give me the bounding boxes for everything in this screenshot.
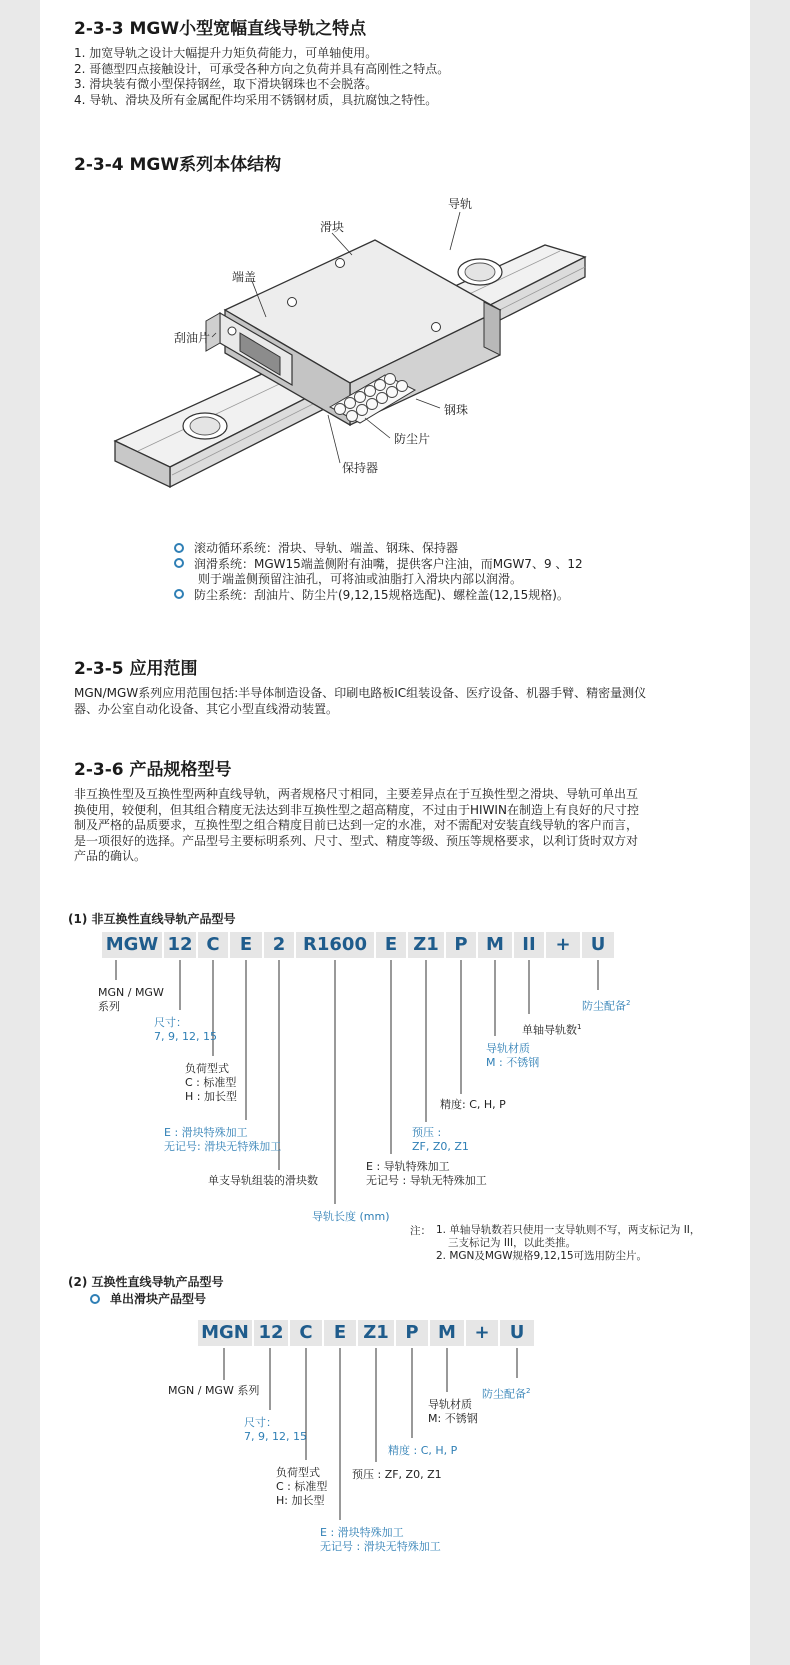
circle-bullet-icon <box>174 543 184 553</box>
code2-heading: (2) 互换性直线导轨产品型号 <box>68 1275 224 1289</box>
series-label: MGN / MGW 系列 <box>168 1384 260 1397</box>
code-segment: M <box>430 1320 464 1346</box>
code-segment: Z1 <box>408 932 444 958</box>
rail-material-label: 导轨材质 M : 不锈钢 <box>486 1042 540 1069</box>
rail-length-label: 导轨长度 (mm) <box>312 1210 390 1223</box>
code-segment: II <box>514 932 544 958</box>
code-segment: Z1 <box>358 1320 394 1346</box>
dust-protection-label: 防尘配备$^2$ <box>582 999 631 1013</box>
notes-block: 1. 单轴导轨数若只使用一支导轨则不写，两支标记为 II， 三支标记为 III，以此类推。 2. MGN及MGW规格9,12,15可选用防尘片。 <box>436 1224 701 1262</box>
preload-label: 预压 : ZF, Z0, Z1 <box>352 1468 442 1481</box>
size-label: 尺寸： 7, 9, 12, 15 <box>244 1416 307 1443</box>
label-retainer: 保持器 <box>342 461 379 475</box>
block-count-label: 单支导轨组装的滑块数 <box>208 1174 318 1187</box>
code-segment: M <box>478 932 512 958</box>
code1-heading: (1) 非互换性直线导轨产品型号 <box>68 912 236 926</box>
label-endcap: 端盖 <box>232 270 257 284</box>
code-segment: P <box>396 1320 428 1346</box>
linear-guide-illustration <box>40 185 750 515</box>
code-segment: 12 <box>254 1320 288 1346</box>
size-label: 尺寸： 7, 9, 12, 15 <box>154 1016 217 1043</box>
code-segment: 2 <box>264 932 294 958</box>
rail-processing-label: E : 导轨特殊加工 无记号 : 导轨无特殊加工 <box>366 1160 487 1187</box>
code2-subheading: 单出滑块产品型号 <box>90 1290 206 1307</box>
dust-protection-label: 防尘配备$^2$ <box>482 1387 531 1401</box>
code-segment: + <box>466 1320 498 1346</box>
catalog-page <box>40 0 750 1665</box>
code2-diagram <box>40 1320 750 1665</box>
code-segment: E <box>230 932 262 958</box>
list-item-continuation: 则于端盖侧预留注油孔，可将油或油脂打入滑块内部以润滑。 <box>198 572 523 586</box>
code1-diagram <box>40 932 750 1262</box>
code-segment: C <box>290 1320 322 1346</box>
code-segment: E <box>324 1320 356 1346</box>
label-scraper: 刮油片 <box>174 331 211 345</box>
feature-item: 4. 导轨、滑块及所有金属配件均采用不锈钢材质，具抗腐蚀之特性。 <box>74 92 438 107</box>
code-segment: C <box>198 932 228 958</box>
note-prefix: 注： <box>410 1225 431 1237</box>
label-ball: 钢珠 <box>444 403 469 417</box>
block-processing-label: E : 滑块特殊加工 无记号: 滑块无特殊加工 <box>164 1126 282 1153</box>
features-list <box>74 46 449 108</box>
label-seal: 防尘片 <box>394 432 431 446</box>
circle-bullet-icon <box>174 558 184 568</box>
code-segment: U <box>500 1320 534 1346</box>
section-title-235: 2-3-5 应用范围 <box>74 659 198 679</box>
rail-material-label: 导轨材质 M: 不锈钢 <box>428 1398 478 1425</box>
spec-text: 非互换性型及互换性型两种直线导轨，两者规格尺寸相同，主要差异点在于互换性型之滑块、导轨可单出互 换使用，较便利，但其组合精度无法达到非互换性型之超高精度，不过由于HIWIN在制造上有良好的尺寸控 制及严格的品质要求，互换性型之组合精度目前已达到一定的水准，对不需配对安装直线导轨的客户而言， 是一项很好的选择。产品型号主要标明系列、尺寸、型式、精度等级、预压等规格要求，以利订货时双方对 产品的确认。 <box>74 787 639 863</box>
feature-item: 3. 滑块装有微小型保持钢丝，取下滑块钢珠也不会脱落。 <box>74 77 378 91</box>
section-title-236: 2-3-6 产品规格型号 <box>74 760 232 780</box>
code-segment: 12 <box>164 932 196 958</box>
series-label: MGN / MGW 系列 <box>98 986 164 1013</box>
system-list <box>174 541 583 603</box>
code-segment: U <box>582 932 614 958</box>
feature-item: 1. 加宽导轨之设计大幅提升力矩负荷能力，可单轴使用。 <box>74 46 378 60</box>
structure-diagram <box>40 185 750 515</box>
precision-label: 精度: C, H, P <box>440 1098 506 1111</box>
circle-bullet-icon <box>90 1294 100 1304</box>
load-type-label: 负荷型式 C : 标准型 H: 加长型 <box>276 1466 328 1507</box>
list-item: 滚动循环系统：滑块、导轨、端盖、钢珠、保持器 <box>174 541 583 557</box>
section-title-234: 2-3-4 MGW系列本体结构 <box>74 155 282 175</box>
list-item: 润滑系统：MGW15端盖侧附有油嘴，提供客户注油，而MGW7、9 、12 <box>174 557 583 573</box>
code-segment: P <box>446 932 476 958</box>
load-type-label: 负荷型式 C : 标准型 H : 加长型 <box>185 1062 237 1103</box>
circle-bullet-icon <box>174 589 184 599</box>
code-segment: MGN <box>198 1320 252 1346</box>
code2-leader-lines <box>40 1320 750 1665</box>
precision-label: 精度 : C, H, P <box>388 1444 458 1457</box>
preload-label: 预压 : ZF, Z0, Z1 <box>412 1126 469 1153</box>
label-block: 滑块 <box>320 220 345 234</box>
code1-leader-lines <box>40 932 750 1242</box>
rail-count-label: 单轴导轨数$^1$ <box>522 1023 582 1037</box>
application-text: MGN/MGW系列应用范围包括:半导体制造设备、印刷电路板IC组装设备、医疗设备、机器手臂、精密量测仪 器、办公室自动化设备、其它小型直线滑动装置。 <box>74 686 647 716</box>
block-processing-label: E : 滑块特殊加工 无记号 : 滑块无特殊加工 <box>320 1526 441 1553</box>
code-segment: + <box>546 932 580 958</box>
code-segment: R1600 <box>296 932 374 958</box>
list-item: 防尘系统：刮油片、防尘片(9,12,15规格选配)、螺栓盖(12,15规格)。 <box>174 588 583 604</box>
code-segment: E <box>376 932 406 958</box>
feature-item: 2. 哥德型四点接触设计，可承受各种方向之负荷并具有高刚性之特点。 <box>74 61 450 76</box>
section-title-233: 2-3-3 MGW小型宽幅直线导轨之特点 <box>74 19 367 39</box>
code-segment: MGW <box>102 932 162 958</box>
label-rail: 导轨 <box>448 197 473 211</box>
